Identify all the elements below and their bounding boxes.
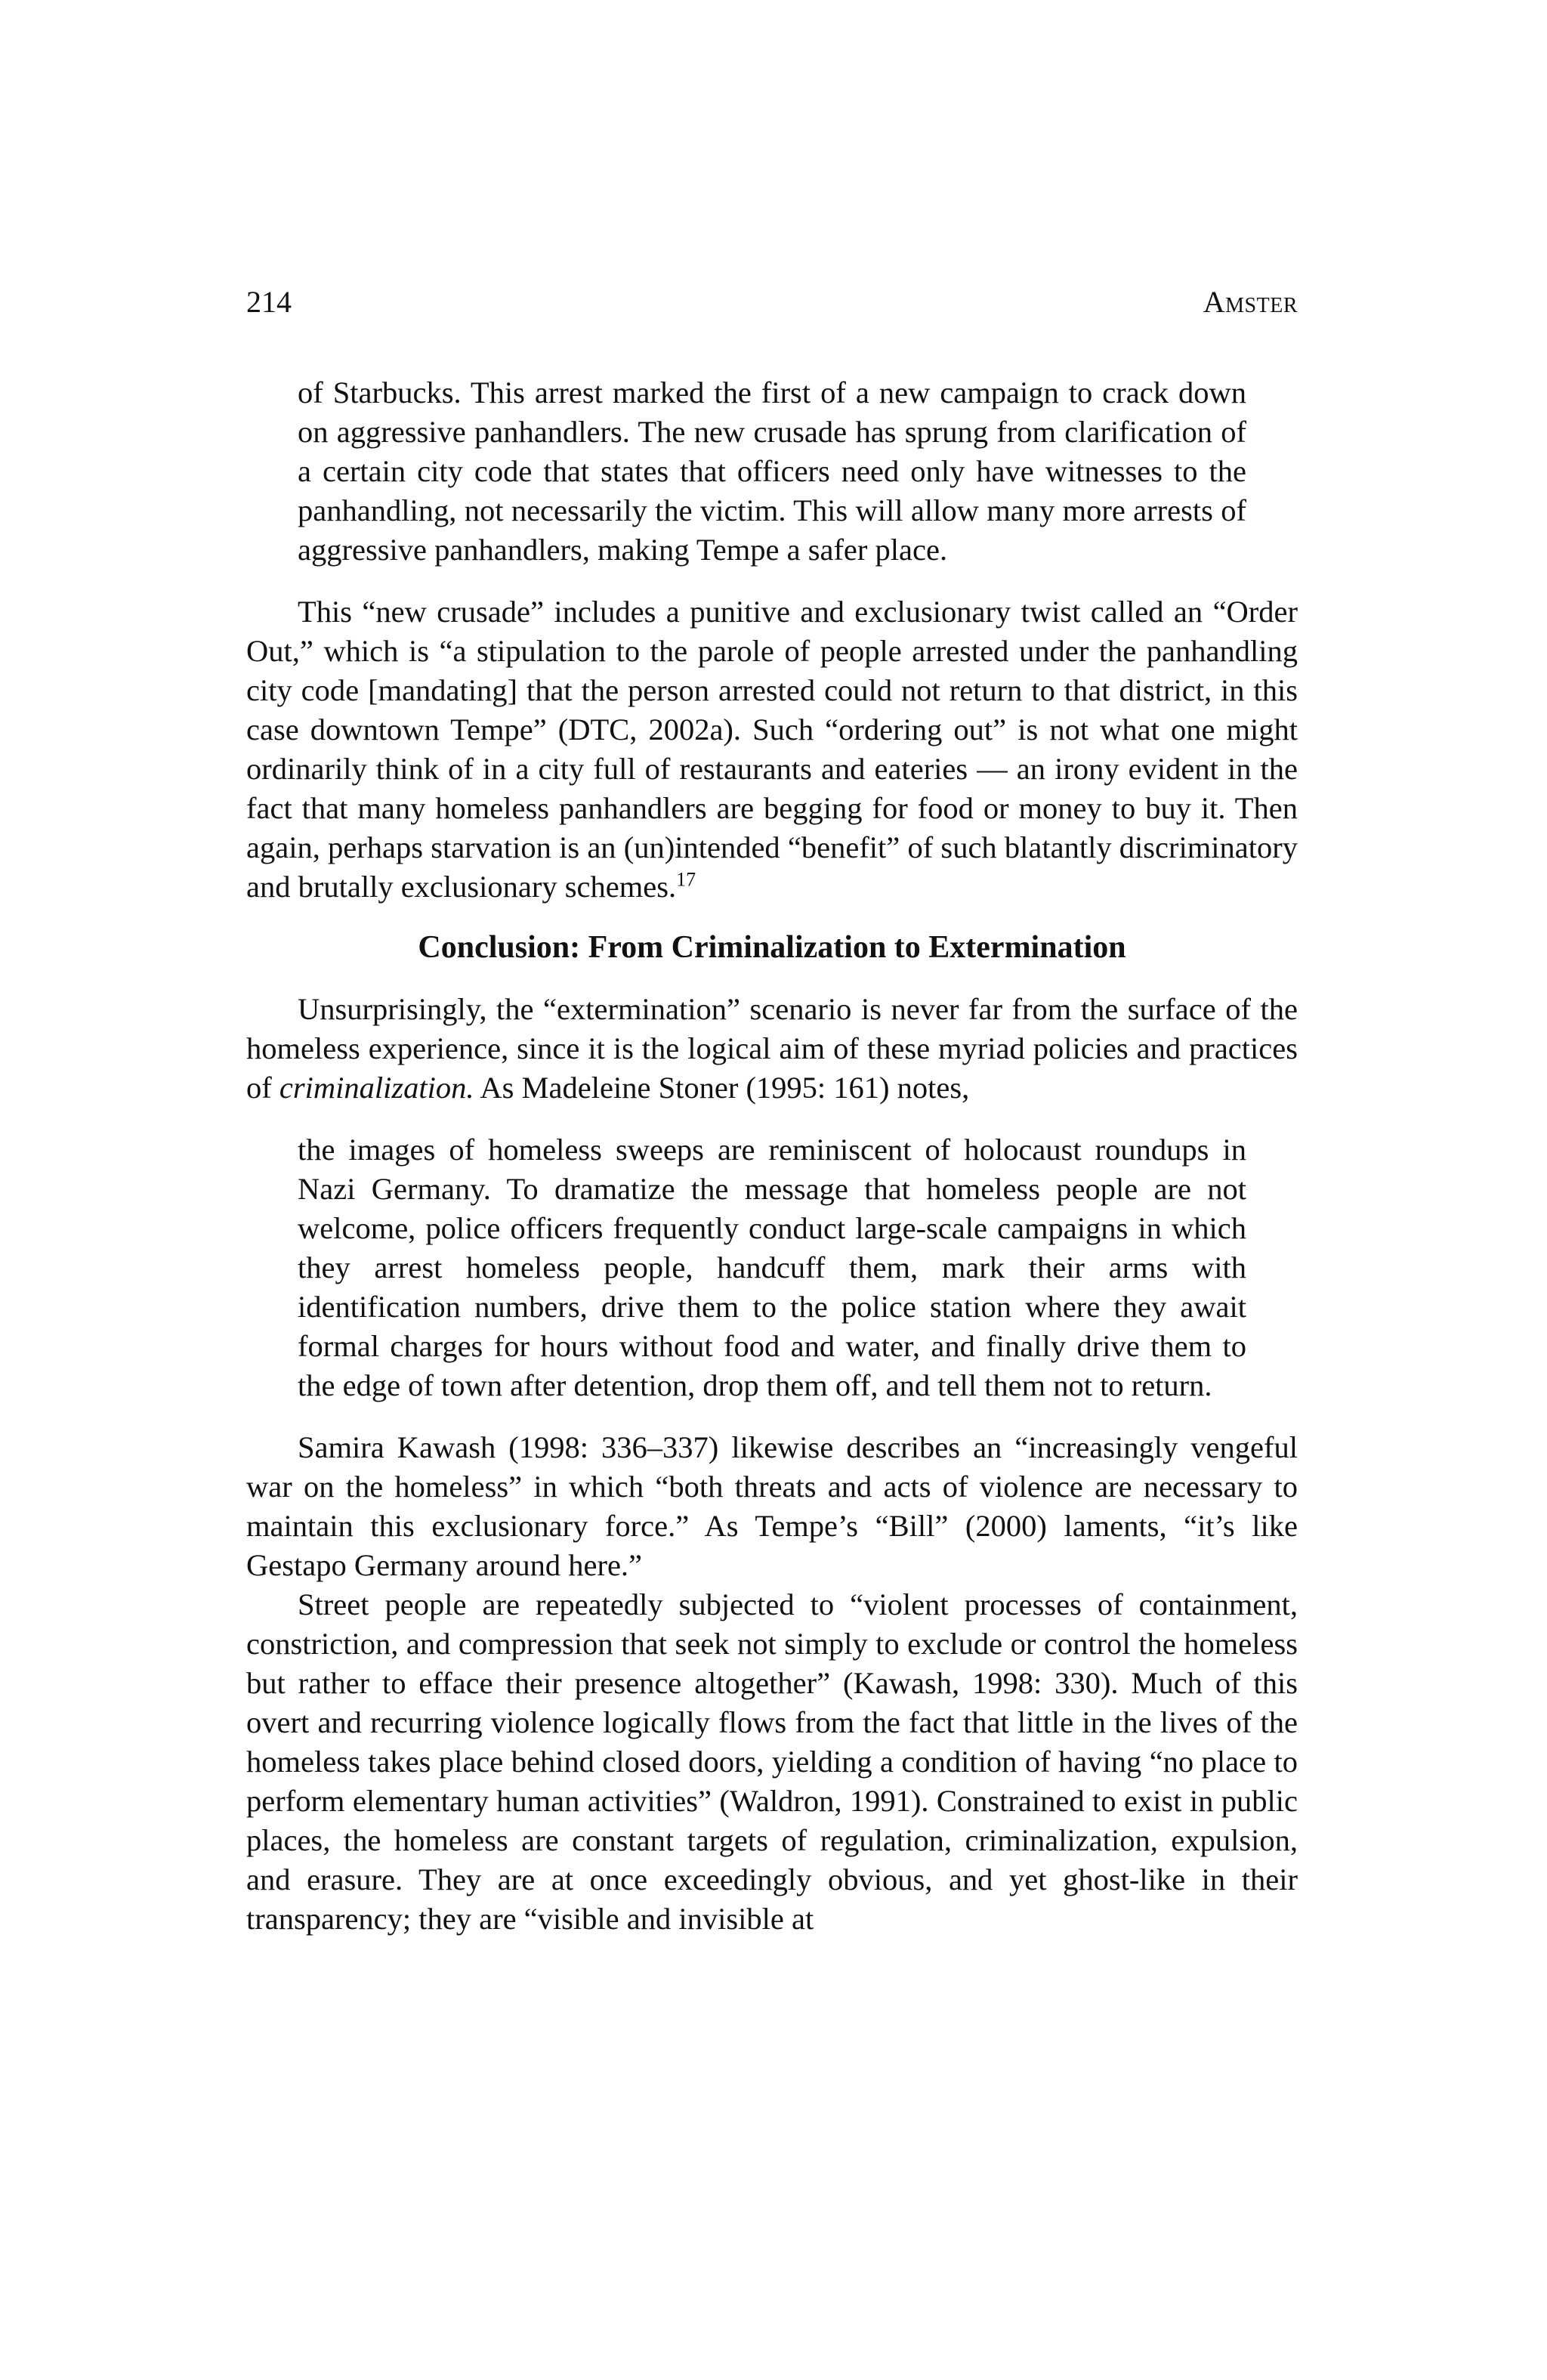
page-header xyxy=(246,280,1298,325)
paragraph-text-before: Unsurprisingly, the “extermination” scenario is never far from the surface of the homeless experience, since it is the logical aim of these myriad policies and practices of xyxy=(246,992,1298,1105)
block-quote-continued: of Starbucks. This arrest marked the first of a new campaign to crack down on aggressive panhandlers. The new crusade has sprung from clarification of a certain city code that states that officers need only have witnesses to the panhandling, not necessarily the victim. This will allow many more arrests of aggressive panhandlers, making Tempe a safer place. xyxy=(298,376,1246,567)
body-paragraph xyxy=(246,990,1298,1108)
running-head: Amster xyxy=(1203,285,1298,319)
italic-term: criminalization. xyxy=(279,1071,474,1105)
page-body xyxy=(246,373,1298,1939)
section-heading: Conclusion: From Criminalization to Extermination xyxy=(418,930,1126,965)
body-paragraph: Street people are repeatedly subjected to “violent processes of containment, constriction, and compression that seek not simply to exclude or control the homeless but rather to efface their presence altogether” (Kawash, 1998: 330). Much of this overt and recurring violence logically flows from the fact that little in the lives of the homeless takes place behind closed doors, yielding a condition of having “no place to perform elementary human activities” (Waldron, 1991). Constrained to exist in public places, the homeless are constant targets of regulation, criminalization, expulsion, and erasure. They are at once exceedingly obvious, and yet ghost-like in their transparency; they are “visible and invisible at xyxy=(246,1587,1298,1936)
paragraph-text: This “new crusade” includes a punitive and exclusionary twist called an “Order Out,” which is “a stipulation to the parole of people arrested under the panhandling city code [mandating] that the person arrested could not return to that district, in this case downtown Tempe” (DTC, 2002a). Such “ordering out” is not what one might ordinarily think of in a city full of restaurants and eateries — an irony evident in the fact that many homeless panhandlers are begging for food or money to buy it. Then again, perhaps starvation is an (un)intended “benefit” of such blatantly discriminatory and brutally exclusionary schemes. xyxy=(246,595,1298,904)
page-number: 214 xyxy=(246,285,292,319)
body-paragraph xyxy=(246,592,1298,907)
body-paragraph: Samira Kawash (1998: 336–337) likewise describes an “increasingly vengeful war on the homeless” in which “both threats and acts of violence are necessary to maintain this exclusionary force.” As Tempe’s “Bill” (2000) laments, “it’s like Gestapo Germany around here.” xyxy=(246,1430,1298,1582)
block-quote: the images of homeless sweeps are reminiscent of holocaust roundups in Nazi Germany. To dramatize the message that homeless people are not welcome, police officers frequently conduct large-scale campaigns in which they arrest homeless people, handcuff them, mark their arms with identification numbers, drive them to the police station where they await formal charges for hours without food and water, and finally drive them to the edge of town after detention, drop them off, and tell them not to return. xyxy=(298,1133,1246,1402)
footnote-marker: 17 xyxy=(676,868,696,891)
paragraph-text-after: As Madeleine Stoner (1995: 161) notes, xyxy=(474,1071,970,1105)
